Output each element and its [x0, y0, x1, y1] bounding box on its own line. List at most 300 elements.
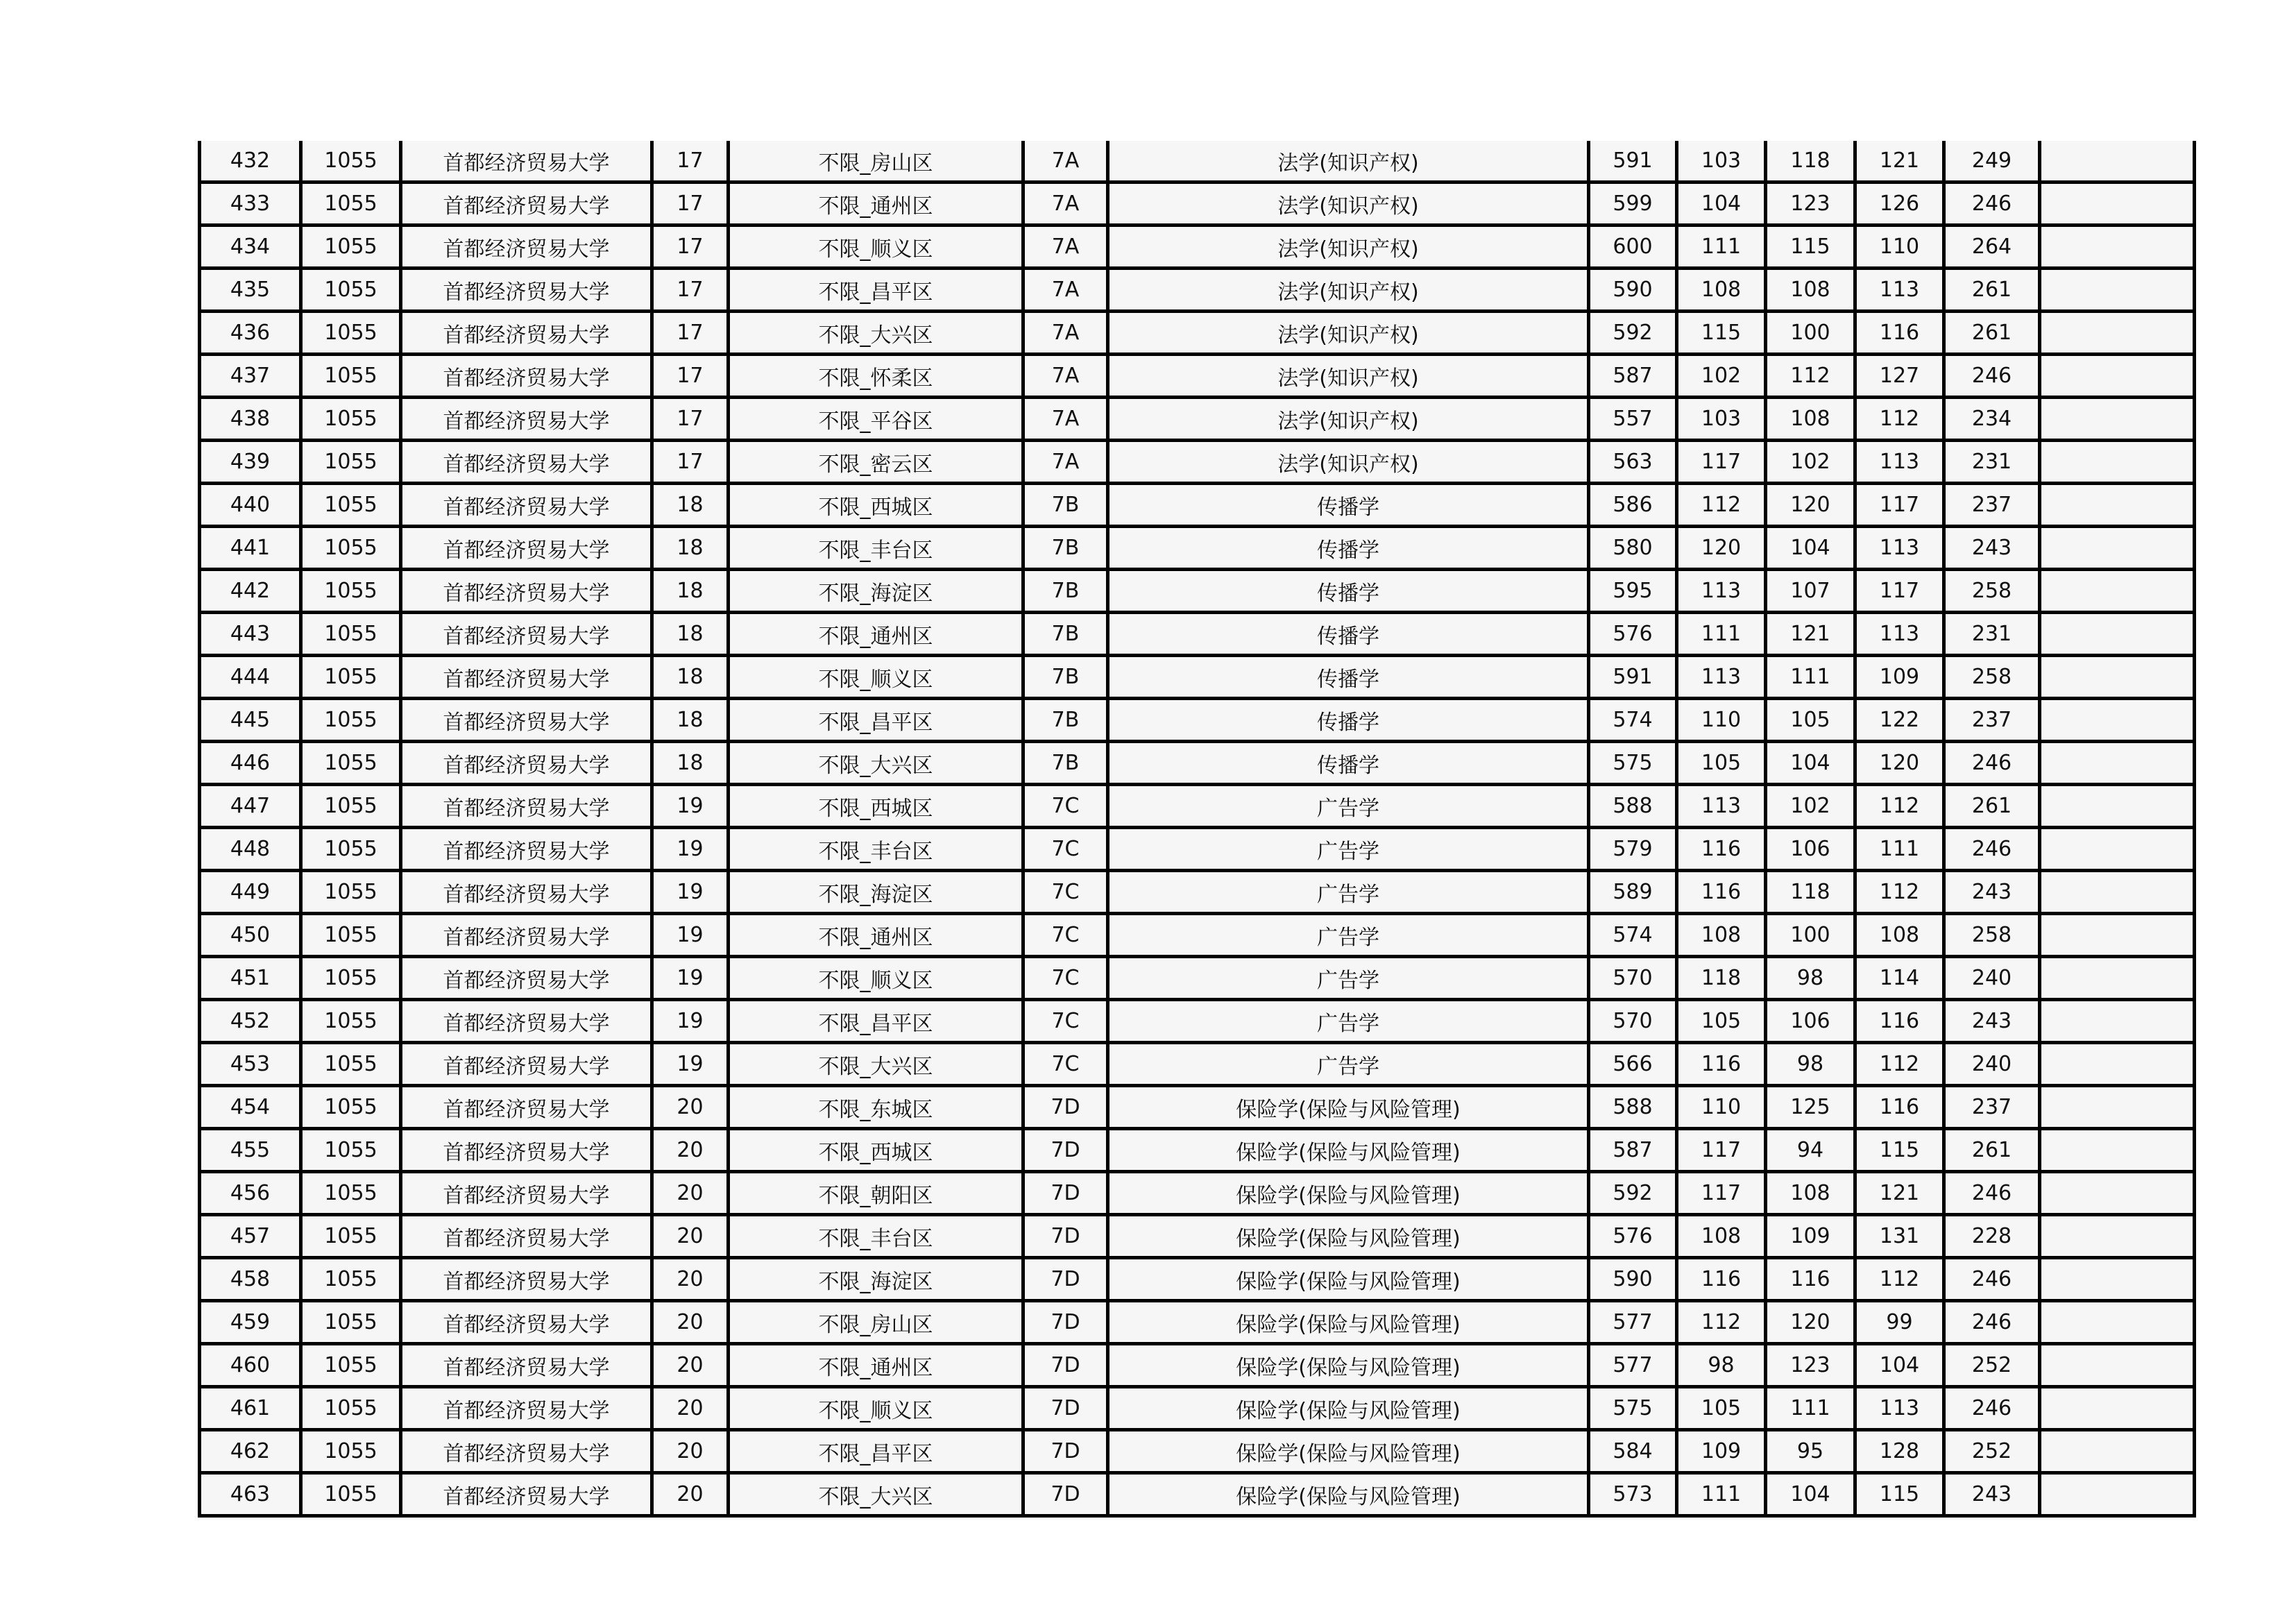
- score-4-cell: 246: [1944, 1387, 2040, 1430]
- group-number-cell: 19: [652, 785, 729, 828]
- major-name-cell: 法学(知识产权): [1108, 312, 1589, 355]
- school-name-cell: 首都经济贸易大学: [401, 355, 652, 398]
- score-4-cell: 258: [1944, 656, 2040, 699]
- total-score-cell: 577: [1589, 1301, 1677, 1344]
- note-cell: [2040, 312, 2195, 355]
- score-4-cell: 243: [1944, 527, 2040, 570]
- note-cell: [2040, 1000, 2195, 1043]
- score-3-cell: 131: [1855, 1215, 1944, 1258]
- school-name-cell: 首都经济贸易大学: [401, 828, 652, 871]
- table-row: [200, 785, 2195, 828]
- school-code-cell: 1055: [301, 699, 401, 742]
- major-code-cell: 7D: [1023, 1172, 1108, 1215]
- score-2-cell: 106: [1766, 1000, 1855, 1043]
- score-3-cell: 112: [1855, 785, 1944, 828]
- table-row: [200, 1000, 2195, 1043]
- group-number-cell: 17: [652, 355, 729, 398]
- row-number-cell: 444: [200, 656, 301, 699]
- total-score-cell: 570: [1589, 957, 1677, 1000]
- district-cell: 不限_大兴区: [729, 312, 1023, 355]
- group-number-cell: 20: [652, 1172, 729, 1215]
- score-3-cell: 113: [1855, 613, 1944, 656]
- score-3-cell: 116: [1855, 1000, 1944, 1043]
- score-2-cell: 116: [1766, 1258, 1855, 1301]
- score-2-cell: 121: [1766, 613, 1855, 656]
- school-code-cell: 1055: [301, 1172, 401, 1215]
- district-cell: 不限_顺义区: [729, 656, 1023, 699]
- school-name-cell: 首都经济贸易大学: [401, 226, 652, 269]
- table-row: [200, 1430, 2195, 1473]
- district-cell: 不限_海淀区: [729, 871, 1023, 914]
- total-score-cell: 587: [1589, 355, 1677, 398]
- score-4-cell: 237: [1944, 1086, 2040, 1129]
- group-number-cell: 19: [652, 1043, 729, 1086]
- row-number-cell: 462: [200, 1430, 301, 1473]
- score-3-cell: 120: [1855, 742, 1944, 785]
- table-row: [200, 871, 2195, 914]
- score-2-cell: 102: [1766, 441, 1855, 484]
- school-code-cell: 1055: [301, 484, 401, 527]
- row-number-cell: 436: [200, 312, 301, 355]
- major-name-cell: 法学(知识产权): [1108, 269, 1589, 312]
- score-1-cell: 111: [1677, 1473, 1766, 1516]
- total-score-cell: 580: [1589, 527, 1677, 570]
- score-1-cell: 109: [1677, 1430, 1766, 1473]
- score-3-cell: 114: [1855, 957, 1944, 1000]
- score-4-cell: 243: [1944, 1000, 2040, 1043]
- major-name-cell: 传播学: [1108, 699, 1589, 742]
- school-code-cell: 1055: [301, 226, 401, 269]
- note-cell: [2040, 871, 2195, 914]
- group-number-cell: 18: [652, 570, 729, 613]
- table-row: [200, 656, 2195, 699]
- school-code-cell: 1055: [301, 785, 401, 828]
- score-2-cell: 108: [1766, 269, 1855, 312]
- table-row: [200, 312, 2195, 355]
- score-4-cell: 261: [1944, 1129, 2040, 1172]
- note-cell: [2040, 785, 2195, 828]
- score-1-cell: 108: [1677, 1215, 1766, 1258]
- table-row: [200, 269, 2195, 312]
- school-name-cell: 首都经济贸易大学: [401, 1387, 652, 1430]
- table-row: [200, 141, 2195, 182]
- school-code-cell: 1055: [301, 1086, 401, 1129]
- major-code-cell: 7D: [1023, 1473, 1108, 1516]
- group-number-cell: 20: [652, 1430, 729, 1473]
- school-code-cell: 1055: [301, 1301, 401, 1344]
- score-2-cell: 112: [1766, 355, 1855, 398]
- score-4-cell: 228: [1944, 1215, 2040, 1258]
- score-4-cell: 246: [1944, 355, 2040, 398]
- row-number-cell: 450: [200, 914, 301, 957]
- major-code-cell: 7C: [1023, 1043, 1108, 1086]
- score-3-cell: 127: [1855, 355, 1944, 398]
- score-4-cell: 246: [1944, 1258, 2040, 1301]
- major-code-cell: 7C: [1023, 1000, 1108, 1043]
- school-name-cell: 首都经济贸易大学: [401, 656, 652, 699]
- school-name-cell: 首都经济贸易大学: [401, 1215, 652, 1258]
- major-name-cell: 广告学: [1108, 957, 1589, 1000]
- row-number-cell: 447: [200, 785, 301, 828]
- table-row: [200, 570, 2195, 613]
- score-1-cell: 105: [1677, 742, 1766, 785]
- score-2-cell: 107: [1766, 570, 1855, 613]
- table-body: [200, 141, 2195, 1516]
- score-3-cell: 112: [1855, 1258, 1944, 1301]
- total-score-cell: 588: [1589, 785, 1677, 828]
- row-number-cell: 463: [200, 1473, 301, 1516]
- score-1-cell: 105: [1677, 1000, 1766, 1043]
- school-code-cell: 1055: [301, 957, 401, 1000]
- school-name-cell: 首都经济贸易大学: [401, 1086, 652, 1129]
- school-code-cell: 1055: [301, 182, 401, 226]
- district-cell: 不限_通州区: [729, 613, 1023, 656]
- score-3-cell: 122: [1855, 699, 1944, 742]
- major-name-cell: 保险学(保险与风险管理): [1108, 1129, 1589, 1172]
- major-code-cell: 7C: [1023, 914, 1108, 957]
- table-row: [200, 484, 2195, 527]
- score-2-cell: 104: [1766, 742, 1855, 785]
- school-code-cell: 1055: [301, 1473, 401, 1516]
- school-name-cell: 首都经济贸易大学: [401, 914, 652, 957]
- total-score-cell: 595: [1589, 570, 1677, 613]
- row-number-cell: 457: [200, 1215, 301, 1258]
- score-3-cell: 116: [1855, 1086, 1944, 1129]
- district-cell: 不限_昌平区: [729, 699, 1023, 742]
- school-code-cell: 1055: [301, 312, 401, 355]
- school-name-cell: 首都经济贸易大学: [401, 871, 652, 914]
- school-name-cell: 首都经济贸易大学: [401, 1129, 652, 1172]
- school-code-cell: 1055: [301, 141, 401, 182]
- score-1-cell: 117: [1677, 1129, 1766, 1172]
- score-4-cell: 243: [1944, 871, 2040, 914]
- row-number-cell: 453: [200, 1043, 301, 1086]
- school-name-cell: 首都经济贸易大学: [401, 484, 652, 527]
- score-2-cell: 118: [1766, 871, 1855, 914]
- district-cell: 不限_大兴区: [729, 1473, 1023, 1516]
- score-1-cell: 111: [1677, 226, 1766, 269]
- table-row: [200, 1301, 2195, 1344]
- group-number-cell: 17: [652, 141, 729, 182]
- score-1-cell: 105: [1677, 1387, 1766, 1430]
- score-4-cell: 258: [1944, 570, 2040, 613]
- group-number-cell: 17: [652, 441, 729, 484]
- score-2-cell: 104: [1766, 1473, 1855, 1516]
- score-2-cell: 108: [1766, 1172, 1855, 1215]
- major-code-cell: 7A: [1023, 441, 1108, 484]
- district-cell: 不限_丰台区: [729, 1215, 1023, 1258]
- total-score-cell: 587: [1589, 1129, 1677, 1172]
- score-3-cell: 112: [1855, 398, 1944, 441]
- school-code-cell: 1055: [301, 1430, 401, 1473]
- school-name-cell: 首都经济贸易大学: [401, 1430, 652, 1473]
- score-2-cell: 98: [1766, 1043, 1855, 1086]
- school-name-cell: 首都经济贸易大学: [401, 742, 652, 785]
- district-cell: 不限_平谷区: [729, 398, 1023, 441]
- major-code-cell: 7D: [1023, 1215, 1108, 1258]
- total-score-cell: 586: [1589, 484, 1677, 527]
- total-score-cell: 563: [1589, 441, 1677, 484]
- score-3-cell: 128: [1855, 1430, 1944, 1473]
- school-code-cell: 1055: [301, 570, 401, 613]
- major-code-cell: 7B: [1023, 742, 1108, 785]
- group-number-cell: 17: [652, 312, 729, 355]
- total-score-cell: 590: [1589, 1258, 1677, 1301]
- score-3-cell: 121: [1855, 1172, 1944, 1215]
- score-1-cell: 118: [1677, 957, 1766, 1000]
- school-name-cell: 首都经济贸易大学: [401, 527, 652, 570]
- total-score-cell: 574: [1589, 914, 1677, 957]
- note-cell: [2040, 226, 2195, 269]
- note-cell: [2040, 656, 2195, 699]
- school-name-cell: 首都经济贸易大学: [401, 570, 652, 613]
- score-4-cell: 231: [1944, 441, 2040, 484]
- district-cell: 不限_昌平区: [729, 1000, 1023, 1043]
- total-score-cell: 576: [1589, 1215, 1677, 1258]
- school-name-cell: 首都经济贸易大学: [401, 441, 652, 484]
- major-code-cell: 7A: [1023, 269, 1108, 312]
- total-score-cell: 589: [1589, 871, 1677, 914]
- total-score-cell: 557: [1589, 398, 1677, 441]
- note-cell: [2040, 570, 2195, 613]
- total-score-cell: 579: [1589, 828, 1677, 871]
- score-3-cell: 109: [1855, 656, 1944, 699]
- note-cell: [2040, 1043, 2195, 1086]
- major-name-cell: 保险学(保险与风险管理): [1108, 1172, 1589, 1215]
- table-row: [200, 226, 2195, 269]
- note-cell: [2040, 742, 2195, 785]
- table-row: [200, 1344, 2195, 1387]
- major-name-cell: 广告学: [1108, 1043, 1589, 1086]
- major-name-cell: 广告学: [1108, 785, 1589, 828]
- note-cell: [2040, 1301, 2195, 1344]
- table-row: [200, 957, 2195, 1000]
- table-row: [200, 742, 2195, 785]
- score-2-cell: 123: [1766, 182, 1855, 226]
- major-name-cell: 保险学(保险与风险管理): [1108, 1473, 1589, 1516]
- score-4-cell: 249: [1944, 141, 2040, 182]
- school-code-cell: 1055: [301, 355, 401, 398]
- total-score-cell: 592: [1589, 1172, 1677, 1215]
- school-code-cell: 1055: [301, 398, 401, 441]
- group-number-cell: 19: [652, 914, 729, 957]
- note-cell: [2040, 1086, 2195, 1129]
- school-code-cell: 1055: [301, 871, 401, 914]
- district-cell: 不限_海淀区: [729, 1258, 1023, 1301]
- district-cell: 不限_大兴区: [729, 1043, 1023, 1086]
- row-number-cell: 459: [200, 1301, 301, 1344]
- school-code-cell: 1055: [301, 1043, 401, 1086]
- group-number-cell: 20: [652, 1301, 729, 1344]
- major-name-cell: 法学(知识产权): [1108, 398, 1589, 441]
- major-name-cell: 法学(知识产权): [1108, 226, 1589, 269]
- district-cell: 不限_东城区: [729, 1086, 1023, 1129]
- district-cell: 不限_大兴区: [729, 742, 1023, 785]
- score-1-cell: 108: [1677, 269, 1766, 312]
- major-name-cell: 法学(知识产权): [1108, 355, 1589, 398]
- score-2-cell: 100: [1766, 914, 1855, 957]
- group-number-cell: 20: [652, 1258, 729, 1301]
- score-4-cell: 237: [1944, 484, 2040, 527]
- row-number-cell: 433: [200, 182, 301, 226]
- table-row: [200, 398, 2195, 441]
- total-score-cell: 570: [1589, 1000, 1677, 1043]
- score-1-cell: 112: [1677, 1301, 1766, 1344]
- table-row: [200, 613, 2195, 656]
- group-number-cell: 20: [652, 1129, 729, 1172]
- score-1-cell: 108: [1677, 914, 1766, 957]
- school-code-cell: 1055: [301, 1000, 401, 1043]
- note-cell: [2040, 1215, 2195, 1258]
- score-2-cell: 125: [1766, 1086, 1855, 1129]
- school-name-cell: 首都经济贸易大学: [401, 1000, 652, 1043]
- major-code-cell: 7B: [1023, 656, 1108, 699]
- score-2-cell: 111: [1766, 1387, 1855, 1430]
- score-3-cell: 113: [1855, 527, 1944, 570]
- score-2-cell: 106: [1766, 828, 1855, 871]
- group-number-cell: 20: [652, 1473, 729, 1516]
- score-3-cell: 112: [1855, 1043, 1944, 1086]
- major-name-cell: 保险学(保险与风险管理): [1108, 1344, 1589, 1387]
- group-number-cell: 20: [652, 1344, 729, 1387]
- major-name-cell: 广告学: [1108, 871, 1589, 914]
- score-4-cell: 246: [1944, 1172, 2040, 1215]
- note-cell: [2040, 1172, 2195, 1215]
- score-4-cell: 246: [1944, 828, 2040, 871]
- note-cell: [2040, 484, 2195, 527]
- table-row: [200, 441, 2195, 484]
- note-cell: [2040, 1387, 2195, 1430]
- major-code-cell: 7B: [1023, 527, 1108, 570]
- table-row: [200, 182, 2195, 226]
- score-2-cell: 105: [1766, 699, 1855, 742]
- total-score-cell: 599: [1589, 182, 1677, 226]
- major-code-cell: 7B: [1023, 484, 1108, 527]
- score-4-cell: 246: [1944, 182, 2040, 226]
- score-3-cell: 115: [1855, 1129, 1944, 1172]
- row-number-cell: 460: [200, 1344, 301, 1387]
- total-score-cell: 575: [1589, 1387, 1677, 1430]
- group-number-cell: 17: [652, 398, 729, 441]
- note-cell: [2040, 1344, 2195, 1387]
- note-cell: [2040, 1258, 2195, 1301]
- group-number-cell: 20: [652, 1387, 729, 1430]
- district-cell: 不限_丰台区: [729, 527, 1023, 570]
- major-name-cell: 法学(知识产权): [1108, 441, 1589, 484]
- group-number-cell: 18: [652, 699, 729, 742]
- row-number-cell: 434: [200, 226, 301, 269]
- score-2-cell: 123: [1766, 1344, 1855, 1387]
- group-number-cell: 19: [652, 828, 729, 871]
- note-cell: [2040, 957, 2195, 1000]
- score-4-cell: 234: [1944, 398, 2040, 441]
- row-number-cell: 437: [200, 355, 301, 398]
- district-cell: 不限_顺义区: [729, 226, 1023, 269]
- score-3-cell: 115: [1855, 1473, 1944, 1516]
- score-2-cell: 120: [1766, 484, 1855, 527]
- major-name-cell: 保险学(保险与风险管理): [1108, 1258, 1589, 1301]
- major-name-cell: 传播学: [1108, 613, 1589, 656]
- table-row: [200, 1258, 2195, 1301]
- district-cell: 不限_昌平区: [729, 269, 1023, 312]
- score-3-cell: 117: [1855, 484, 1944, 527]
- total-score-cell: 584: [1589, 1430, 1677, 1473]
- district-cell: 不限_顺义区: [729, 957, 1023, 1000]
- score-1-cell: 104: [1677, 182, 1766, 226]
- score-1-cell: 98: [1677, 1344, 1766, 1387]
- score-3-cell: 113: [1855, 1387, 1944, 1430]
- district-cell: 不限_昌平区: [729, 1430, 1023, 1473]
- score-4-cell: 246: [1944, 1301, 2040, 1344]
- score-1-cell: 115: [1677, 312, 1766, 355]
- school-name-cell: 首都经济贸易大学: [401, 699, 652, 742]
- score-2-cell: 102: [1766, 785, 1855, 828]
- table-row: [200, 699, 2195, 742]
- school-name-cell: 首都经济贸易大学: [401, 1301, 652, 1344]
- major-name-cell: 法学(知识产权): [1108, 141, 1589, 182]
- row-number-cell: 458: [200, 1258, 301, 1301]
- major-code-cell: 7A: [1023, 182, 1108, 226]
- row-number-cell: 445: [200, 699, 301, 742]
- score-2-cell: 104: [1766, 527, 1855, 570]
- district-cell: 不限_西城区: [729, 484, 1023, 527]
- score-3-cell: 111: [1855, 828, 1944, 871]
- total-score-cell: 591: [1589, 141, 1677, 182]
- district-cell: 不限_丰台区: [729, 828, 1023, 871]
- group-number-cell: 18: [652, 656, 729, 699]
- total-score-cell: 574: [1589, 699, 1677, 742]
- note-cell: [2040, 182, 2195, 226]
- score-1-cell: 116: [1677, 1258, 1766, 1301]
- table-row: [200, 1043, 2195, 1086]
- district-cell: 不限_房山区: [729, 1301, 1023, 1344]
- major-code-cell: 7D: [1023, 1129, 1108, 1172]
- score-1-cell: 111: [1677, 613, 1766, 656]
- table-row: [200, 1473, 2195, 1516]
- group-number-cell: 17: [652, 226, 729, 269]
- major-name-cell: 保险学(保险与风险管理): [1108, 1430, 1589, 1473]
- district-cell: 不限_通州区: [729, 914, 1023, 957]
- score-1-cell: 116: [1677, 828, 1766, 871]
- school-name-cell: 首都经济贸易大学: [401, 957, 652, 1000]
- group-number-cell: 18: [652, 742, 729, 785]
- row-number-cell: 438: [200, 398, 301, 441]
- school-code-cell: 1055: [301, 441, 401, 484]
- district-cell: 不限_房山区: [729, 141, 1023, 182]
- total-score-cell: 588: [1589, 1086, 1677, 1129]
- major-code-cell: 7C: [1023, 785, 1108, 828]
- school-code-cell: 1055: [301, 742, 401, 785]
- major-code-cell: 7B: [1023, 699, 1108, 742]
- major-code-cell: 7D: [1023, 1430, 1108, 1473]
- note-cell: [2040, 398, 2195, 441]
- score-3-cell: 116: [1855, 312, 1944, 355]
- major-code-cell: 7A: [1023, 226, 1108, 269]
- school-code-cell: 1055: [301, 1387, 401, 1430]
- total-score-cell: 592: [1589, 312, 1677, 355]
- table-row: [200, 1215, 2195, 1258]
- major-name-cell: 保险学(保险与风险管理): [1108, 1086, 1589, 1129]
- score-3-cell: 117: [1855, 570, 1944, 613]
- score-2-cell: 108: [1766, 398, 1855, 441]
- score-4-cell: 261: [1944, 785, 2040, 828]
- note-cell: [2040, 1473, 2195, 1516]
- score-2-cell: 120: [1766, 1301, 1855, 1344]
- score-1-cell: 117: [1677, 441, 1766, 484]
- group-number-cell: 18: [652, 527, 729, 570]
- score-1-cell: 113: [1677, 656, 1766, 699]
- major-code-cell: 7C: [1023, 957, 1108, 1000]
